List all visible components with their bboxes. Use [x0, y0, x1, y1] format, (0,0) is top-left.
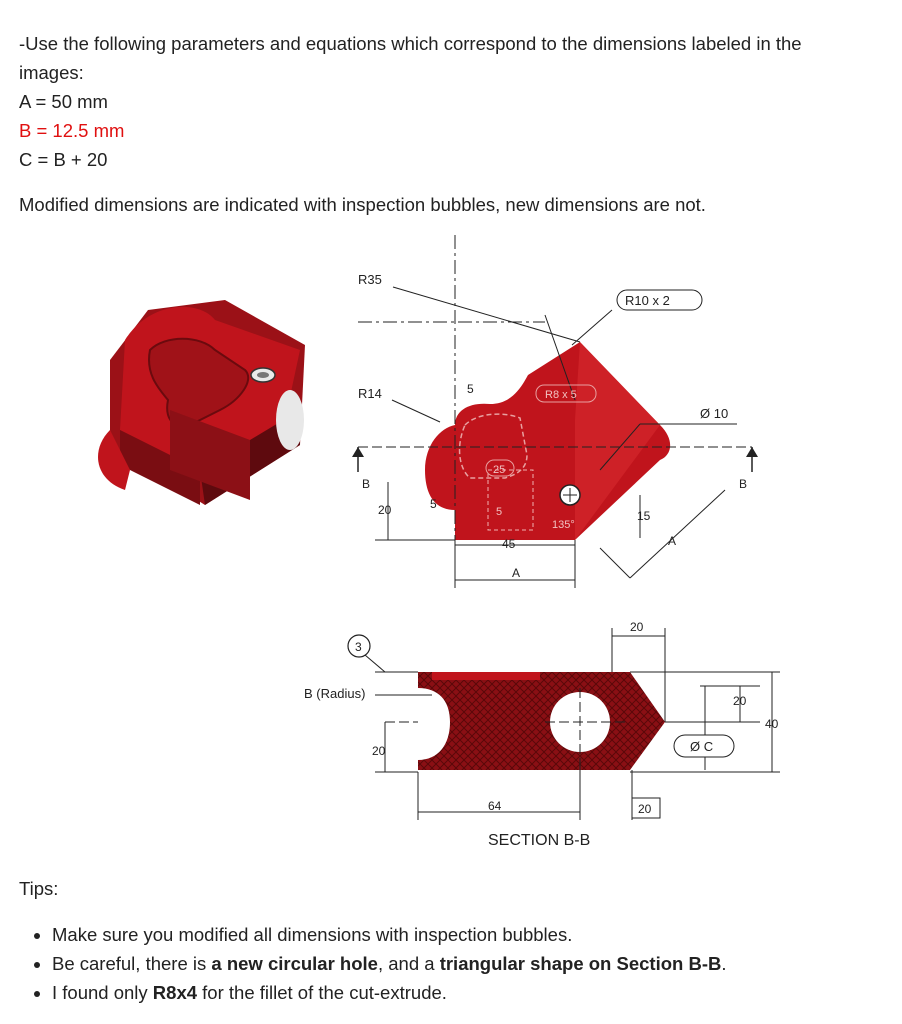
dim-a-diagonal: A	[668, 534, 677, 548]
dim-5-top: 5	[467, 382, 474, 396]
dim-20-left: 20	[372, 744, 386, 758]
modified-dimensions-note: Modified dimensions are indicated with inspection bubbles, new dimensions are not.	[19, 194, 706, 215]
r14-label: R14	[358, 386, 382, 401]
dim-20-top: 20	[630, 620, 644, 634]
dim-40: 40	[765, 717, 779, 731]
top-view	[352, 235, 758, 588]
section-b-left: B	[362, 477, 371, 491]
param-a: A = 50 mm	[19, 91, 108, 112]
param-c: C = B + 20	[19, 149, 108, 170]
instruction-line-1: -Use the following parameters and equations which correspond to the dimensions labeled in the	[19, 33, 802, 54]
dia10-label: Ø 10	[700, 406, 729, 421]
dim-5-left: 5	[430, 497, 437, 511]
section-title: SECTION B-B	[488, 832, 591, 849]
dim-15: 15	[637, 509, 651, 523]
d25-label: 25	[493, 464, 506, 476]
dim-20-bottom: 20	[638, 802, 652, 816]
section-part	[418, 672, 665, 770]
isometric-part-view	[98, 300, 305, 505]
tips-list	[30, 920, 726, 1007]
angle-135: 135°	[552, 519, 575, 531]
tip-3: • I found only R8x4 for the fillet of the cut-extrude.	[52, 978, 726, 1007]
section-b-b-view	[304, 620, 780, 849]
r8x5-label: R8 x 5	[545, 389, 577, 401]
dim-a-bottom: A	[512, 566, 521, 580]
r10x2-label: R10 x 2	[625, 293, 670, 308]
dim-20-left: 20	[378, 503, 392, 517]
dim-64: 64	[488, 799, 502, 813]
tips-heading: Tips:	[19, 878, 59, 899]
instruction-line-2: images:	[19, 62, 84, 83]
dim-5-inner: 5	[496, 506, 503, 518]
r35-label: R35	[358, 272, 382, 287]
tip-1: • Make sure you modified all dimensions with inspection bubbles.	[52, 920, 726, 949]
b-radius-label: B (Radius)	[304, 686, 366, 701]
dim-45: 45	[502, 537, 516, 551]
param-b: B = 12.5 mm	[19, 120, 125, 141]
tip-2: • Be careful, there is a new circular hole, and a triangular shape on Section B-B.	[52, 949, 726, 978]
bubble-3-label: 3	[355, 640, 362, 654]
section-b-right: B	[739, 477, 748, 491]
dim-20-right: 20	[733, 694, 747, 708]
dia-c-label: Ø C	[690, 739, 714, 754]
